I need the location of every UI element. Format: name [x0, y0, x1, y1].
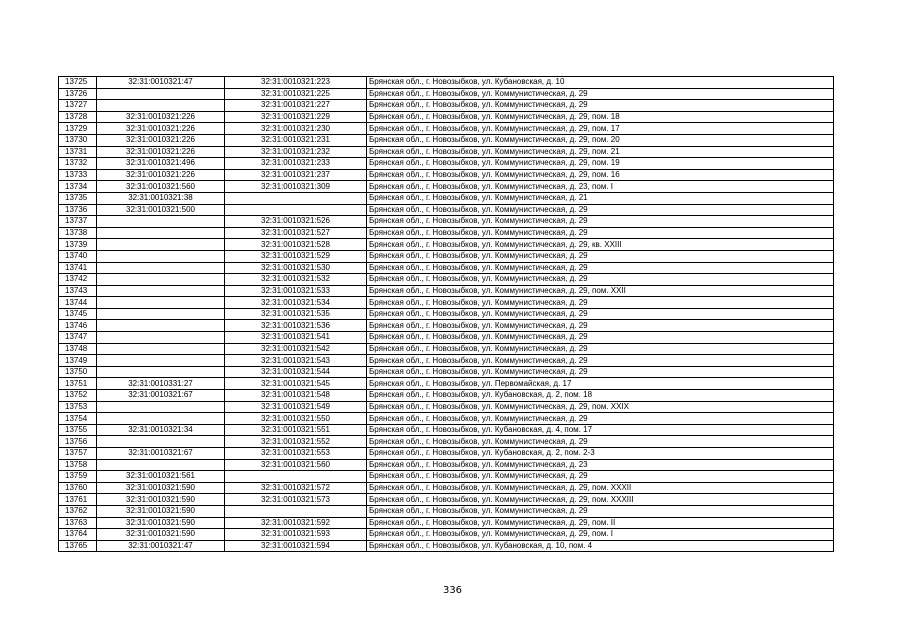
- parent-cadastral-number-cell: [97, 227, 225, 239]
- table-row: [59, 77, 834, 89]
- row-number-cell: 13728: [59, 111, 97, 123]
- parent-cadastral-number-cell: [97, 308, 225, 320]
- row-number-cell: 13737: [59, 216, 97, 228]
- parent-cadastral-number-cell: [97, 413, 225, 425]
- row-number-cell: 13746: [59, 320, 97, 332]
- cadastral-number-cell: 32:31:0010321:543: [225, 355, 367, 367]
- address-cell: Брянская обл., г. Новозыбков, ул. Коммунистическая, д. 29, пом. XXIX: [367, 401, 834, 413]
- table-row: [59, 216, 834, 228]
- cadastral-number-cell: 32:31:0010321:528: [225, 239, 367, 251]
- table-row: [59, 134, 834, 146]
- table-row: [59, 158, 834, 170]
- table-row: [59, 424, 834, 436]
- row-number-cell: 13760: [59, 482, 97, 494]
- cadastral-number-cell: 32:31:0010321:232: [225, 146, 367, 158]
- parent-cadastral-number-cell: [97, 297, 225, 309]
- row-number-cell: 13735: [59, 192, 97, 204]
- address-cell: Брянская обл., г. Новозыбков, ул. Кубановская, д. 10: [367, 77, 834, 89]
- row-number-cell: 13739: [59, 239, 97, 251]
- address-cell: Брянская обл., г. Новозыбков, ул. Коммунистическая, д. 29: [367, 100, 834, 112]
- parent-cadastral-number-cell: 32:31:0010321:590: [97, 482, 225, 494]
- table-row: [59, 320, 834, 332]
- parent-cadastral-number-cell: 32:31:0010321:500: [97, 204, 225, 216]
- table-row: [59, 355, 834, 367]
- parent-cadastral-number-cell: 32:31:0010321:226: [97, 111, 225, 123]
- cadastral-number-cell: 32:31:0010321:550: [225, 413, 367, 425]
- cadastral-table: [58, 76, 834, 552]
- parent-cadastral-number-cell: 32:31:0010321:561: [97, 471, 225, 483]
- address-cell: Брянская обл., г. Новозыбков, ул. Коммунистическая, д. 29: [367, 413, 834, 425]
- row-number-cell: 13751: [59, 378, 97, 390]
- cadastral-number-cell: 32:31:0010321:536: [225, 320, 367, 332]
- table-row: [59, 181, 834, 193]
- address-cell: Брянская обл., г. Новозыбков, ул. Коммунистическая, д. 29, кв. XXIII: [367, 239, 834, 251]
- parent-cadastral-number-cell: [97, 262, 225, 274]
- address-cell: Брянская обл., г. Новозыбков, ул. Коммунистическая, д. 29, пом. I: [367, 529, 834, 541]
- row-number-cell: 13742: [59, 274, 97, 286]
- address-cell: Брянская обл., г. Новозыбков, ул. Коммунистическая, д. 29: [367, 250, 834, 262]
- table-row: [59, 482, 834, 494]
- row-number-cell: 13725: [59, 77, 97, 89]
- address-cell: Брянская обл., г. Новозыбков, ул. Кубановская, д. 2, пом. 2-3: [367, 448, 834, 460]
- cadastral-number-cell: 32:31:0010321:594: [225, 540, 367, 552]
- parent-cadastral-number-cell: 32:31:0010321:67: [97, 390, 225, 402]
- address-cell: Брянская обл., г. Новозыбков, ул. Коммунистическая, д. 29: [367, 204, 834, 216]
- cadastral-number-cell: 32:31:0010321:229: [225, 111, 367, 123]
- cadastral-number-cell: 32:31:0010321:225: [225, 88, 367, 100]
- address-cell: Брянская обл., г. Новозыбков, ул. Коммунистическая, д. 29, пом. 16: [367, 169, 834, 181]
- table-row: [59, 239, 834, 251]
- cadastral-number-cell: 32:31:0010321:593: [225, 529, 367, 541]
- row-number-cell: 13734: [59, 181, 97, 193]
- row-number-cell: 13757: [59, 448, 97, 460]
- address-cell: Брянская обл., г. Новозыбков, ул. Коммунистическая, д. 29: [367, 343, 834, 355]
- address-cell: Брянская обл., г. Новозыбков, ул. Коммунистическая, д. 23: [367, 459, 834, 471]
- parent-cadastral-number-cell: [97, 285, 225, 297]
- row-number-cell: 13732: [59, 158, 97, 170]
- parent-cadastral-number-cell: [97, 355, 225, 367]
- row-number-cell: 13754: [59, 413, 97, 425]
- table-row: [59, 401, 834, 413]
- address-cell: Брянская обл., г. Новозыбков, ул. Коммунистическая, д. 29: [367, 366, 834, 378]
- parent-cadastral-number-cell: 32:31:0010321:590: [97, 494, 225, 506]
- address-cell: Брянская обл., г. Новозыбков, ул. Коммунистическая, д. 29, пом. 21: [367, 146, 834, 158]
- row-number-cell: 13749: [59, 355, 97, 367]
- parent-cadastral-number-cell: [97, 239, 225, 251]
- address-cell: Брянская обл., г. Новозыбков, ул. Коммунистическая, д. 29: [367, 308, 834, 320]
- table-row: [59, 285, 834, 297]
- table-row: [59, 343, 834, 355]
- table-row: [59, 459, 834, 471]
- cadastral-number-cell: 32:31:0010321:529: [225, 250, 367, 262]
- cadastral-number-cell: 32:31:0010321:237: [225, 169, 367, 181]
- parent-cadastral-number-cell: 32:31:0010321:226: [97, 146, 225, 158]
- cadastral-number-cell: 32:31:0010321:552: [225, 436, 367, 448]
- address-cell: Брянская обл., г. Новозыбков, ул. Коммунистическая, д. 23, пом. I: [367, 181, 834, 193]
- row-number-cell: 13738: [59, 227, 97, 239]
- row-number-cell: 13743: [59, 285, 97, 297]
- address-cell: Брянская обл., г. Новозыбков, ул. Первомайская, д. 17: [367, 378, 834, 390]
- cadastral-number-cell: 32:31:0010321:526: [225, 216, 367, 228]
- address-cell: Брянская обл., г. Новозыбков, ул. Кубановская, д. 2, пом. 18: [367, 390, 834, 402]
- address-cell: Брянская обл., г. Новозыбков, ул. Коммунистическая, д. 21: [367, 192, 834, 204]
- cadastral-number-cell: 32:31:0010321:533: [225, 285, 367, 297]
- row-number-cell: 13764: [59, 529, 97, 541]
- cadastral-number-cell: 32:31:0010321:551: [225, 424, 367, 436]
- parent-cadastral-number-cell: 32:31:0010321:47: [97, 77, 225, 89]
- address-cell: Брянская обл., г. Новозыбков, ул. Коммунистическая, д. 29: [367, 320, 834, 332]
- address-cell: Брянская обл., г. Новозыбков, ул. Кубановская, д. 4, пом. 17: [367, 424, 834, 436]
- parent-cadastral-number-cell: 32:31:0010321:590: [97, 517, 225, 529]
- parent-cadastral-number-cell: [97, 436, 225, 448]
- cadastral-number-cell: 32:31:0010321:544: [225, 366, 367, 378]
- parent-cadastral-number-cell: [97, 250, 225, 262]
- address-cell: Брянская обл., г. Новозыбков, ул. Коммунистическая, д. 29, пом. XXII: [367, 285, 834, 297]
- cadastral-number-cell: 32:31:0010321:592: [225, 517, 367, 529]
- cadastral-number-cell: 32:31:0010321:560: [225, 459, 367, 471]
- parent-cadastral-number-cell: 32:31:0010321:496: [97, 158, 225, 170]
- address-cell: Брянская обл., г. Новозыбков, ул. Коммунистическая, д. 29: [367, 297, 834, 309]
- table-row: [59, 517, 834, 529]
- table-row: [59, 262, 834, 274]
- row-number-cell: 13756: [59, 436, 97, 448]
- address-cell: Брянская обл., г. Новозыбков, ул. Коммунистическая, д. 29, пом. XXXIII: [367, 494, 834, 506]
- address-cell: Брянская обл., г. Новозыбков, ул. Коммунистическая, д. 29: [367, 262, 834, 274]
- table-row: [59, 390, 834, 402]
- cadastral-number-cell: 32:31:0010321:572: [225, 482, 367, 494]
- table-row: [59, 111, 834, 123]
- cadastral-number-cell: 32:31:0010321:534: [225, 297, 367, 309]
- table-row: [59, 100, 834, 112]
- table-row: [59, 448, 834, 460]
- table-row: [59, 529, 834, 541]
- row-number-cell: 13744: [59, 297, 97, 309]
- parent-cadastral-number-cell: 32:31:0010321:226: [97, 134, 225, 146]
- address-cell: Брянская обл., г. Новозыбков, ул. Коммунистическая, д. 29: [367, 88, 834, 100]
- cadastral-number-cell: [225, 204, 367, 216]
- cadastral-number-cell: 32:31:0010321:553: [225, 448, 367, 460]
- row-number-cell: 13755: [59, 424, 97, 436]
- table-row: [59, 308, 834, 320]
- parent-cadastral-number-cell: 32:31:0010321:226: [97, 169, 225, 181]
- address-cell: Брянская обл., г. Новозыбков, ул. Коммунистическая, д. 29, пом. 18: [367, 111, 834, 123]
- table-row: [59, 204, 834, 216]
- row-number-cell: 13729: [59, 123, 97, 135]
- table-row: [59, 366, 834, 378]
- parent-cadastral-number-cell: [97, 88, 225, 100]
- address-cell: Брянская обл., г. Новозыбков, ул. Коммунистическая, д. 29: [367, 471, 834, 483]
- parent-cadastral-number-cell: [97, 401, 225, 413]
- row-number-cell: 13748: [59, 343, 97, 355]
- row-number-cell: 13731: [59, 146, 97, 158]
- cadastral-number-cell: 32:31:0010321:230: [225, 123, 367, 135]
- table-row: [59, 123, 834, 135]
- parent-cadastral-number-cell: 32:31:0010321:67: [97, 448, 225, 460]
- table-row: [59, 192, 834, 204]
- address-cell: Брянская обл., г. Новозыбков, ул. Коммунистическая, д. 29: [367, 274, 834, 286]
- cadastral-number-cell: 32:31:0010321:541: [225, 332, 367, 344]
- row-number-cell: 13740: [59, 250, 97, 262]
- address-cell: Брянская обл., г. Новозыбков, ул. Коммунистическая, д. 29, пом. 20: [367, 134, 834, 146]
- cadastral-number-cell: 32:31:0010321:227: [225, 100, 367, 112]
- table-row: [59, 88, 834, 100]
- cadastral-number-cell: 32:31:0010321:535: [225, 308, 367, 320]
- cadastral-number-cell: 32:31:0010321:530: [225, 262, 367, 274]
- row-number-cell: 13761: [59, 494, 97, 506]
- address-cell: Брянская обл., г. Новозыбков, ул. Коммунистическая, д. 29: [367, 355, 834, 367]
- parent-cadastral-number-cell: 32:31:0010321:38: [97, 192, 225, 204]
- table-row: [59, 227, 834, 239]
- address-cell: Брянская обл., г. Новозыбков, ул. Коммунистическая, д. 29, пом. 17: [367, 123, 834, 135]
- table-row: [59, 250, 834, 262]
- address-cell: Брянская обл., г. Новозыбков, ул. Коммунистическая, д. 29: [367, 332, 834, 344]
- parent-cadastral-number-cell: [97, 366, 225, 378]
- page-number: 336: [442, 585, 463, 596]
- parent-cadastral-number-cell: [97, 100, 225, 112]
- parent-cadastral-number-cell: 32:31:0010321:560: [97, 181, 225, 193]
- cadastral-number-cell: 32:31:0010321:233: [225, 158, 367, 170]
- row-number-cell: 13736: [59, 204, 97, 216]
- cadastral-number-cell: 32:31:0010321:532: [225, 274, 367, 286]
- parent-cadastral-number-cell: [97, 274, 225, 286]
- parent-cadastral-number-cell: 32:31:0010321:590: [97, 529, 225, 541]
- cadastral-number-cell: [225, 505, 367, 517]
- cadastral-number-cell: 32:31:0010321:542: [225, 343, 367, 355]
- row-number-cell: 13745: [59, 308, 97, 320]
- table-row: [59, 413, 834, 425]
- cadastral-number-cell: 32:31:0010321:527: [225, 227, 367, 239]
- table-row: [59, 505, 834, 517]
- row-number-cell: 13759: [59, 471, 97, 483]
- row-number-cell: 13765: [59, 540, 97, 552]
- cadastral-number-cell: [225, 471, 367, 483]
- address-cell: Брянская обл., г. Новозыбков, ул. Коммунистическая, д. 29, пом. 19: [367, 158, 834, 170]
- parent-cadastral-number-cell: [97, 216, 225, 228]
- table-row: [59, 540, 834, 552]
- row-number-cell: 13747: [59, 332, 97, 344]
- parent-cadastral-number-cell: 32:31:0010321:34: [97, 424, 225, 436]
- row-number-cell: 13752: [59, 390, 97, 402]
- row-number-cell: 13741: [59, 262, 97, 274]
- row-number-cell: 13750: [59, 366, 97, 378]
- parent-cadastral-number-cell: [97, 343, 225, 355]
- row-number-cell: 13730: [59, 134, 97, 146]
- row-number-cell: 13726: [59, 88, 97, 100]
- table-row: [59, 494, 834, 506]
- row-number-cell: 13733: [59, 169, 97, 181]
- table-row: [59, 378, 834, 390]
- parent-cadastral-number-cell: [97, 459, 225, 471]
- table-row: [59, 471, 834, 483]
- table-body: [59, 77, 834, 552]
- row-number-cell: 13763: [59, 517, 97, 529]
- address-cell: Брянская обл., г. Новозыбков, ул. Коммунистическая, д. 29, пом. XXXII: [367, 482, 834, 494]
- address-cell: Брянская обл., г. Новозыбков, ул. Коммунистическая, д. 29: [367, 505, 834, 517]
- row-number-cell: 13762: [59, 505, 97, 517]
- cadastral-number-cell: 32:31:0010321:549: [225, 401, 367, 413]
- row-number-cell: 13727: [59, 100, 97, 112]
- parent-cadastral-number-cell: [97, 320, 225, 332]
- cadastral-number-cell: 32:31:0010321:309: [225, 181, 367, 193]
- parent-cadastral-number-cell: 32:31:0010331:27: [97, 378, 225, 390]
- cadastral-number-cell: 32:31:0010321:223: [225, 77, 367, 89]
- table-row: [59, 332, 834, 344]
- cadastral-number-cell: 32:31:0010321:545: [225, 378, 367, 390]
- address-cell: Брянская обл., г. Новозыбков, ул. Коммунистическая, д. 29: [367, 436, 834, 448]
- parent-cadastral-number-cell: 32:31:0010321:226: [97, 123, 225, 135]
- table-row: [59, 297, 834, 309]
- row-number-cell: 13758: [59, 459, 97, 471]
- table-row: [59, 436, 834, 448]
- parent-cadastral-number-cell: 32:31:0010321:590: [97, 505, 225, 517]
- address-cell: Брянская обл., г. Новозыбков, ул. Коммунистическая, д. 29, пом. II: [367, 517, 834, 529]
- row-number-cell: 13753: [59, 401, 97, 413]
- table-row: [59, 169, 834, 181]
- table-row: [59, 274, 834, 286]
- address-cell: Брянская обл., г. Новозыбков, ул. Кубановская, д. 10, пом. 4: [367, 540, 834, 552]
- address-cell: Брянская обл., г. Новозыбков, ул. Коммунистическая, д. 29: [367, 227, 834, 239]
- address-cell: Брянская обл., г. Новозыбков, ул. Коммунистическая, д. 29: [367, 216, 834, 228]
- cadastral-number-cell: 32:31:0010321:548: [225, 390, 367, 402]
- cadastral-number-cell: 32:31:0010321:573: [225, 494, 367, 506]
- table-row: [59, 146, 834, 158]
- cadastral-number-cell: 32:31:0010321:231: [225, 134, 367, 146]
- cadastral-number-cell: [225, 192, 367, 204]
- parent-cadastral-number-cell: 32:31:0010321:47: [97, 540, 225, 552]
- parent-cadastral-number-cell: [97, 332, 225, 344]
